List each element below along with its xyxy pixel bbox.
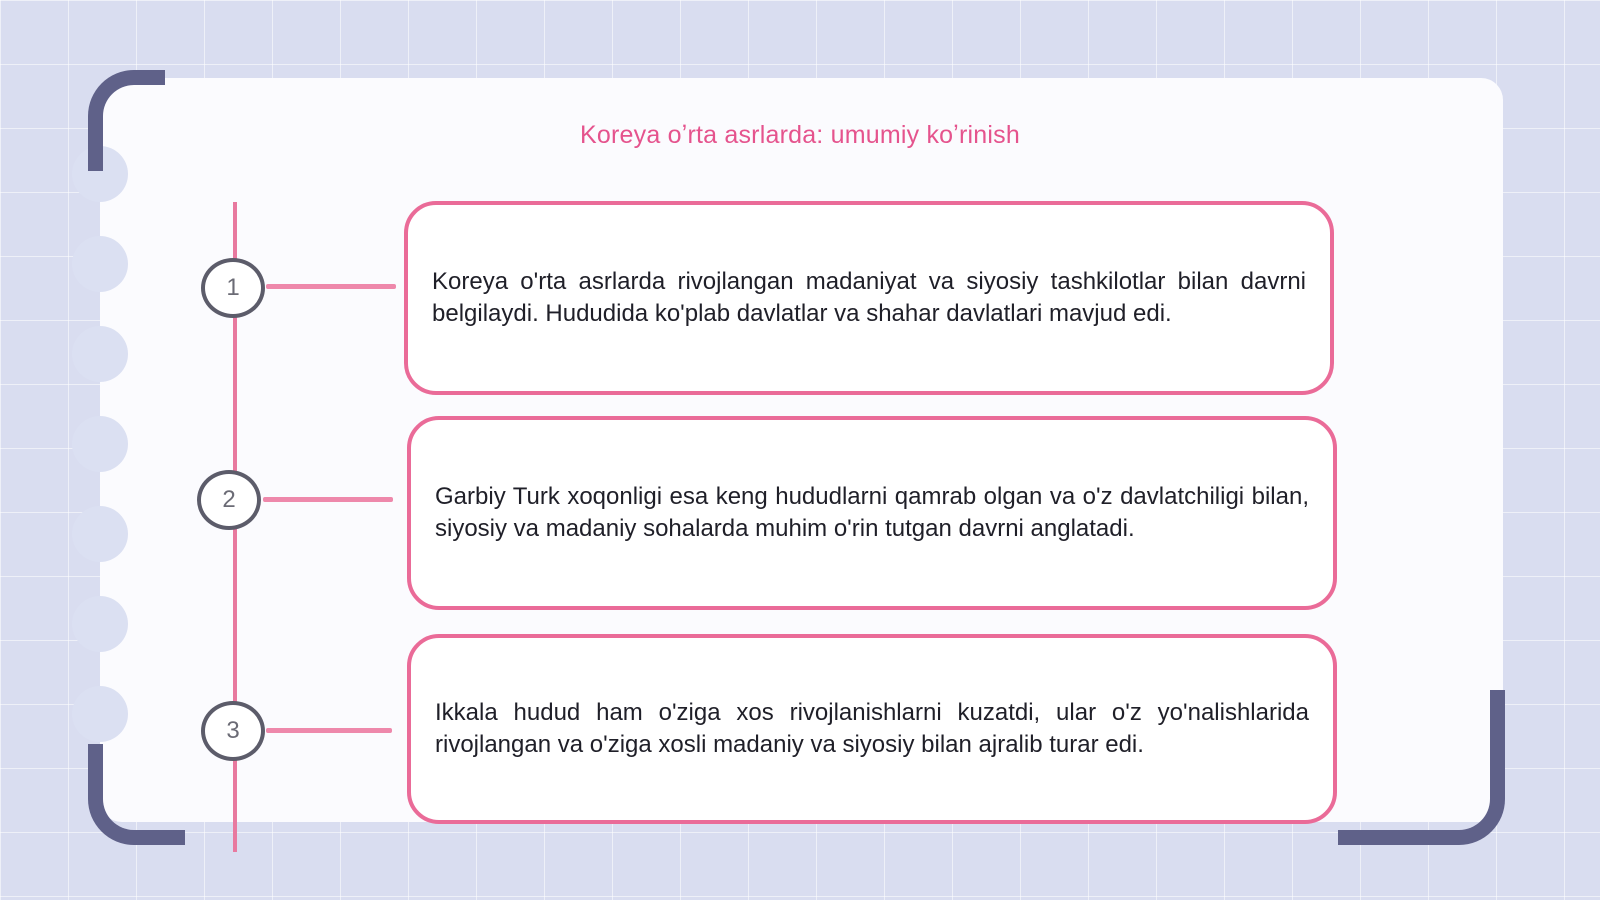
paper-scallop	[72, 686, 128, 742]
timeline-card-text: Garbiy Turk xoqonligi esa keng hududlarni qamrab olgan va o'z davlatchiligi bilan, siyosiy va madaniy sohalarda muhim o'rin tutgan davrni anglatadi.	[435, 483, 1309, 542]
corner-bracket-bottom-right	[1338, 690, 1505, 845]
paper-scallop	[72, 236, 128, 292]
timeline-card-text: Koreya o'rta asrlarda rivojlangan madaniyat va siyosiy tashkilotlar bilan davrni belgilaydi. Hududida ko'plab davlatlar va shahar davlatlari mavjud edi.	[432, 268, 1306, 327]
paper-scallop	[72, 596, 128, 652]
timeline-connector	[263, 497, 393, 502]
timeline-connector	[266, 284, 396, 289]
paper-scallop	[72, 416, 128, 472]
corner-bracket-bottom-left	[88, 744, 185, 845]
paper-scallop	[72, 506, 128, 562]
step-number-1: 1	[201, 258, 265, 318]
timeline-connector	[266, 728, 392, 733]
timeline-card-3	[407, 634, 1337, 824]
timeline-card-2	[407, 416, 1337, 610]
step-number-3: 3	[201, 701, 265, 761]
slide-title: Koreya oʼrta asrlarda: umumiy koʼrinish	[580, 121, 1020, 149]
timeline-card-1	[404, 201, 1334, 395]
step-number-2: 2	[197, 470, 261, 530]
timeline-card-text: Ikkala hudud ham o'ziga xos rivojlanishlarni kuzatdi, ular o'z yo'nalishlarida rivojlangan va o'ziga xosli madaniy va siyosiy bilan ajralib turar edi.	[435, 699, 1309, 758]
paper-scallop	[72, 326, 128, 382]
